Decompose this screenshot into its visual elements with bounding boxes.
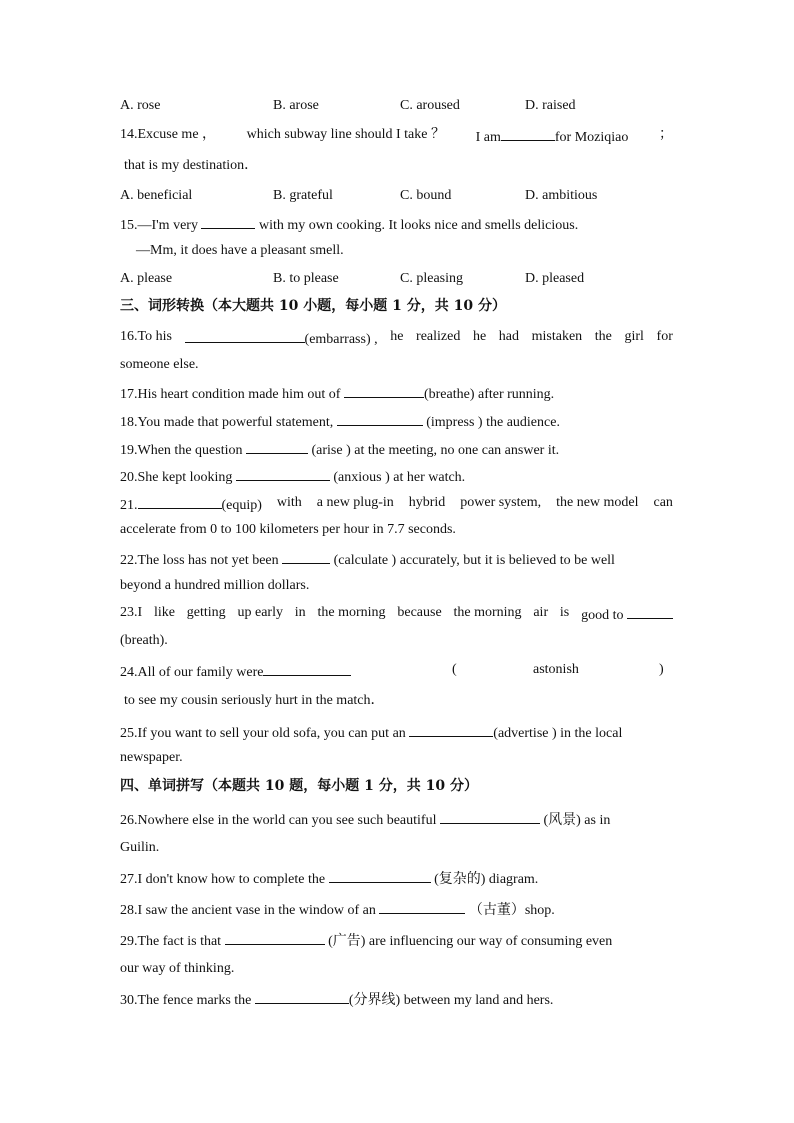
answer-blank[interactable] <box>236 466 330 481</box>
q17-text-b: (breathe) after running. <box>423 387 555 402</box>
q28-text-a: 28.I saw the ancient vase in the window of an <box>120 903 376 918</box>
question-15-line1 <box>120 214 578 235</box>
question-22-line2: beyond a hundred million dollars. <box>120 578 310 593</box>
question-25-line1 <box>120 722 622 743</box>
section-3-heading: 三、词形转换（本大题共 10 小题，每小题 1 分，共 10 分） <box>120 298 506 314</box>
question-17 <box>120 383 554 404</box>
option-c: C. aroused <box>400 98 460 113</box>
q14-text-e: ； <box>659 127 673 142</box>
q23-text-g: because <box>397 605 442 620</box>
answer-blank[interactable] <box>255 989 349 1004</box>
q15-text-a: 15.—I'm very <box>120 218 198 233</box>
q16-blank-wrap <box>185 328 378 349</box>
question-16-line2: someone else. <box>120 357 199 372</box>
q16-text-c: he <box>390 329 404 344</box>
option-c: C. pleasing <box>400 271 463 286</box>
option-a: A. please <box>120 271 173 286</box>
q14-text-d: for Moziqiao <box>554 130 629 145</box>
q22-text-a: 22.The loss has not yet been <box>120 553 279 568</box>
question-21-line2: accelerate from 0 to 100 kilometers per hour in 7.7 seconds. <box>120 522 456 537</box>
section-4-heading: 四、单词拼写（本题共 10 题，每小题 1 分，共 10 分） <box>120 778 478 794</box>
q18-text-a: 18.You made that powerful statement, <box>120 415 334 430</box>
question-22-line1 <box>120 549 615 570</box>
q30-text-b: (分界线) between my land and hers. <box>348 993 554 1008</box>
q24-paren-open: ( <box>452 662 457 677</box>
question-30 <box>120 989 553 1010</box>
question-25-line2: newspaper. <box>120 750 183 765</box>
answer-blank[interactable] <box>379 899 465 914</box>
q16-text-a: 16.To his <box>120 329 172 344</box>
question-26-line1 <box>120 809 610 830</box>
option-a: A. beneficial <box>120 188 193 203</box>
question-23-line2: (breath). <box>120 633 168 648</box>
q16-text-j: for <box>656 329 673 344</box>
q23-text-c: getting <box>186 605 226 620</box>
q19-text-b: (arise ) at the meeting, no one can answer it. <box>311 443 560 458</box>
q16-text-h: the <box>594 329 612 344</box>
answer-blank[interactable] <box>185 328 305 343</box>
q16-text-f: had <box>498 329 519 344</box>
answer-blank[interactable] <box>138 494 222 509</box>
question-29-line1 <box>120 930 612 951</box>
answer-blank[interactable] <box>246 439 308 454</box>
q14-text-a: 14.Excuse me ， <box>120 127 217 142</box>
question-27 <box>120 868 538 889</box>
question-29-line2: our way of thinking. <box>120 961 235 976</box>
q29-text-a: 29.The fact is that <box>120 934 222 949</box>
answer-blank[interactable] <box>282 549 330 564</box>
q21-text-d: a new plug-in <box>316 495 394 510</box>
question-16-line1 <box>120 328 673 349</box>
option-a: A. rose <box>120 98 161 113</box>
q16-text-i: girl <box>624 329 644 344</box>
question-20 <box>120 466 465 487</box>
question-18 <box>120 411 560 432</box>
answer-blank[interactable] <box>337 411 423 426</box>
q27-text-b: (复杂的) diagram. <box>434 872 539 887</box>
q21-text-c: with <box>276 495 302 510</box>
answer-blank[interactable] <box>501 126 555 141</box>
answer-blank[interactable] <box>440 809 540 824</box>
answer-blank[interactable] <box>263 661 351 676</box>
option-d: D. raised <box>525 98 576 113</box>
q23-text-e: in <box>294 605 306 620</box>
q23-text-a: 23.I <box>120 605 143 620</box>
q14-text-c: I am <box>475 130 501 145</box>
answer-blank[interactable] <box>329 868 431 883</box>
q23-text-d: up early <box>237 605 283 620</box>
question-14-line1 <box>120 126 673 147</box>
question-26-line2: Guilin. <box>120 840 160 855</box>
question-28 <box>120 899 555 920</box>
question-15-line2: —Mm, it does have a pleasant smell. <box>136 243 344 258</box>
q20-text-b: (anxious ) at her watch. <box>333 470 466 485</box>
q20-text-a: 20.She kept looking <box>120 470 233 485</box>
question-21-line1 <box>120 494 673 515</box>
q16-text-g: mistaken <box>531 329 583 344</box>
question-24-line1 <box>120 661 351 682</box>
q21-blank-wrap <box>120 494 262 515</box>
answer-blank[interactable] <box>627 604 673 619</box>
q23-blank-wrap <box>581 604 673 625</box>
q23-text-i: air <box>533 605 549 620</box>
option-b: B. arose <box>273 98 319 113</box>
q27-text-a: 27.I don't know how to complete the <box>120 872 326 887</box>
q21-text-f: power system, <box>460 495 542 510</box>
question-24-line2: to see my cousin seriously hurt in the match． <box>124 693 385 708</box>
answer-blank[interactable] <box>225 930 325 945</box>
q21-text-e: hybrid <box>408 495 446 510</box>
q14-text-c-wrap <box>476 126 629 147</box>
q23-text-j: is <box>559 605 570 620</box>
answer-blank[interactable] <box>409 722 493 737</box>
q22-text-b: (calculate ) accurately, but it is believed to be well <box>333 553 615 568</box>
q16-text-b: (embarrass) , <box>304 332 378 347</box>
option-d: D. ambitious <box>525 188 598 203</box>
q23-text-k: good to <box>581 608 624 623</box>
q16-text-e: he <box>472 329 487 344</box>
answer-blank[interactable] <box>201 214 255 229</box>
q21-text-b: (equip) <box>221 498 262 513</box>
question-19 <box>120 439 559 460</box>
option-b: B. grateful <box>273 188 333 203</box>
q26-text-b: (风景) as in <box>543 813 611 828</box>
q24-text-a: 24.All of our family were <box>120 665 264 680</box>
q16-text-d: realized <box>416 329 461 344</box>
q24-paren-close: ) <box>659 662 664 677</box>
q23-text-b: like <box>153 605 175 620</box>
q25-text-a: 25.If you want to sell your old sofa, you can put an <box>120 726 406 741</box>
q24-word: astonish <box>533 662 579 677</box>
q29-text-b: (广告) are influencing our way of consuming even <box>328 934 613 949</box>
q21-text-a: 21. <box>120 498 138 513</box>
q23-text-f: the morning <box>317 605 386 620</box>
q15-text-b: with my own cooking. It looks nice and smells delicious. <box>258 218 579 233</box>
q23-text-h: the morning <box>453 605 522 620</box>
q17-text-a: 17.His heart condition made him out of <box>120 387 341 402</box>
option-b: B. to please <box>273 271 339 286</box>
q26-text-a: 26.Nowhere else in the world can you see such beautiful <box>120 813 437 828</box>
q14-text-b: which subway line should I take ？ <box>246 127 445 142</box>
q18-text-b: (impress ) the audience. <box>426 415 560 430</box>
question-23-line1 <box>120 604 673 625</box>
q21-text-g: the new model <box>556 495 639 510</box>
question-14-line2: that is my destination． <box>124 158 259 173</box>
option-c: C. bound <box>400 188 452 203</box>
option-d: D. pleased <box>525 271 585 286</box>
q21-text-h: can <box>653 495 673 510</box>
q25-text-b: (advertise ) in the local <box>493 726 623 741</box>
q30-text-a: 30.The fence marks the <box>120 993 252 1008</box>
answer-blank[interactable] <box>344 383 424 398</box>
q19-text-a: 19.When the question <box>120 443 243 458</box>
q28-text-b: （古董）shop. <box>468 903 555 918</box>
